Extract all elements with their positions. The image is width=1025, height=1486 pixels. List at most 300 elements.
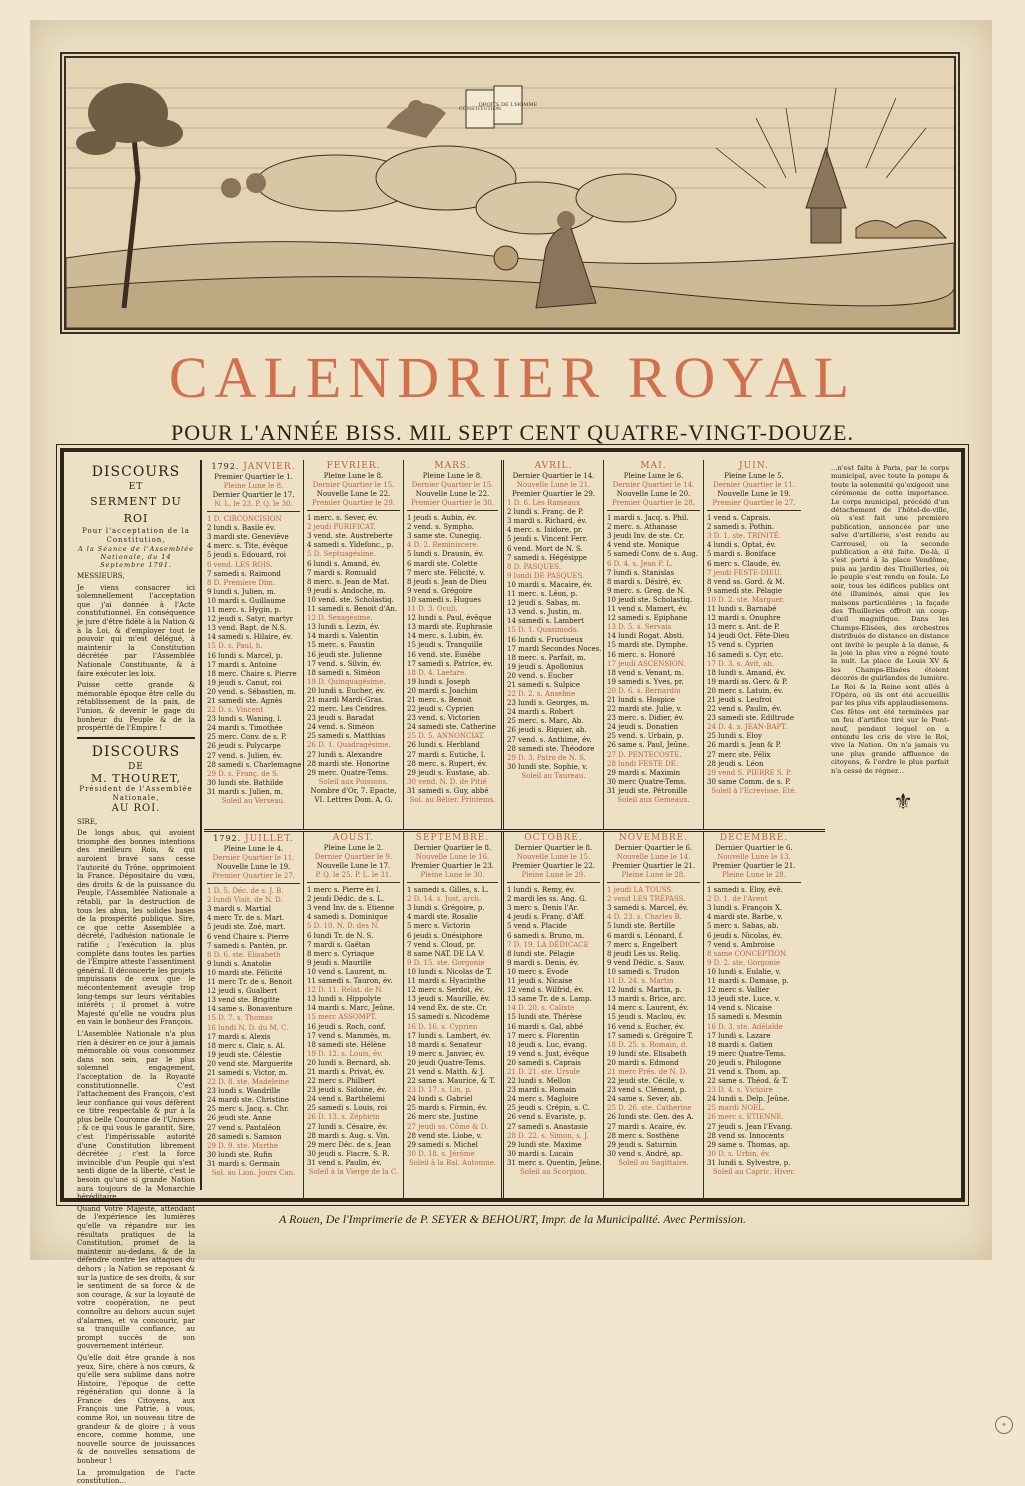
day-row: 5 merc s. Victorin — [407, 922, 471, 931]
day-row: 13 mardi s. Brice, arc. — [607, 995, 687, 1004]
day-row: 9 vend s. Grégoire — [407, 586, 473, 595]
day-row: 16 lundi s. Marcel, p. — [207, 651, 283, 660]
day-row: 27 lundi s. Alexandre — [307, 750, 383, 759]
day-row: 19 jeudi s. Apollonius — [507, 662, 584, 671]
day-row: 16 vend. ste. Eusèbe — [407, 650, 481, 659]
day-row: 9 jeudi s. Andoche, m. — [307, 586, 386, 595]
month-name — [207, 834, 300, 844]
moon-phase: Premier Quartier le 21. — [611, 862, 696, 871]
year-label: 1792. — [211, 462, 240, 471]
moon-phase: Nouvelle Lune le 17. — [316, 862, 391, 871]
day-row: 15 mardi ste. Dymphe. — [607, 641, 688, 650]
day-row: 26 jeudi s. Riquier, ab. — [507, 726, 587, 735]
moon-phase: Nouvelle Lune le 22. — [415, 490, 490, 499]
day-row: 7 lundi s. Stanislas — [607, 568, 675, 577]
day-row: 8 D. PASQUES. — [507, 562, 561, 571]
day-row: 28 samedi s. Samson — [207, 1132, 282, 1141]
day-row: 8 mardi s. Désiré, év. — [607, 577, 682, 586]
day-row: 10 samedi s. Hugues — [407, 595, 482, 604]
day-row: 3 D. 1. ste. TRINITÉ. — [707, 532, 781, 541]
day-row: 18 vend s. Venant, m. — [607, 668, 684, 677]
day-row: 26 jeudi s. Polycarpe — [207, 742, 281, 751]
day-row: 20 lundi s. Bernard, ab. — [307, 1058, 391, 1067]
day-row: 27 vend. s. Julien, év. — [207, 751, 283, 760]
day-row: 2 lundi Visit. de N. D. — [207, 896, 283, 905]
day-row: 6 merc s. Claude, év. — [707, 559, 781, 568]
day-row: 5 mardi s. Boniface — [707, 550, 776, 559]
day-row: 24 vend s. Barthélemi — [307, 1095, 385, 1104]
day-row: 9 merc. s. Greg. de N. — [607, 586, 685, 595]
day-row: 25 merc. s. Marc, Ab. — [507, 717, 584, 726]
day-row: 22 lundi s. Mellon — [507, 1077, 571, 1086]
day-row: 28 samedi s. Charlemagne — [207, 760, 302, 769]
day-row: 22 same s. Théod. & T. — [707, 1077, 788, 1086]
day-row: 30 D. s. Urbin, év. — [707, 1149, 771, 1158]
day-row: 26 merc ste. Justine — [407, 1113, 479, 1122]
moon-phase: Dernier Quartier le 14. — [612, 481, 695, 490]
month-label: MAI. — [640, 461, 667, 471]
day-row: 4 vend ste. Monique — [607, 541, 680, 550]
moon-phase: Premier Quartier le 28. — [607, 499, 700, 511]
day-row: 26 lundi ste. Gen. des A. — [607, 1113, 694, 1122]
zodiac-note: Soleil au Taureau. — [521, 771, 586, 780]
day-row: 10 jeudi ste. Scholastiq. — [607, 595, 693, 604]
day-row: 22 D. 2. s. Anselme — [507, 690, 576, 699]
day-row: 17 mardi Secondes Noces. — [507, 644, 602, 653]
day-row: 25 merc. Conv. de s. P. — [207, 733, 287, 742]
constitution-book-label: CONSTITUTION — [458, 106, 502, 112]
month-label: AVRIL. — [534, 461, 573, 471]
day-row: 23 lundi s. Waning, l. — [207, 715, 282, 724]
day-row: 14 same s. Bonaventure — [207, 1005, 293, 1014]
day-row: 24 samedi ste. Catherine — [407, 723, 496, 732]
day-row: 23 merc. s. Didier, év. — [607, 714, 684, 723]
day-row: 29 vend S. PIERRE S. P. — [707, 768, 792, 777]
moon-phase: Pleine Lune le 5. — [724, 472, 784, 481]
day-row: 1 D. 6. Les Rameaux — [507, 499, 581, 508]
zodiac-note: Soleil au Verseau. — [221, 797, 286, 805]
day-row: 16 jeudi ste. Julienne — [307, 650, 382, 659]
day-row: 29 same s. Thomas, ap. — [707, 1140, 791, 1149]
day-row: 21 merc. s. Benoit — [407, 695, 472, 704]
day-row: 26 D. 13. s. Zéphirin — [307, 1113, 380, 1122]
day-row: 2 vend LES TRÉPASS. — [607, 895, 686, 904]
day-row: 27 mardi s. Acaire, év. — [607, 1122, 687, 1131]
day-row: 23 lundi s. Wandrille — [207, 1087, 281, 1096]
day-row: 11 mardi s. Hyacinthe — [407, 977, 486, 986]
month-name — [307, 834, 400, 843]
day-row: 8 merc. s. Jean de Mat. — [307, 577, 390, 586]
day-row: 19 samedi s. Yves, pr. — [607, 677, 684, 686]
month-label: JANVIER. — [243, 462, 296, 472]
day-row: 12 merc s. Serdot, év. — [407, 986, 485, 995]
day-row: 14 vend Ex. de ste. Cr. — [407, 1004, 487, 1013]
month-label: JUIN. — [739, 461, 769, 471]
day-row: 23 jeudi s. Sidoine, év. — [307, 1086, 387, 1095]
day-row: 5 D. 10. N. D. des N. — [307, 922, 380, 931]
moon-phase: Premier Quartier le 30. — [407, 499, 498, 511]
day-row: 5 vend s. Placide — [507, 922, 567, 931]
day-row: 9 jeudi s. Maurille — [307, 958, 372, 967]
day-row: 13 vend ste. Brigitte — [207, 996, 280, 1005]
day-row: 23 D. 4. s. Victoire — [707, 1086, 773, 1095]
day-row: 21 merc Prés. de N. D. — [607, 1067, 688, 1076]
day-row: 19 jeudi ste. Célestie — [207, 1050, 282, 1059]
day-row: 11 D. 3. Oculi. — [407, 605, 458, 614]
day-row: 21 vend s. Matth. & J. — [407, 1067, 485, 1076]
month-aoust — [304, 832, 404, 1201]
day-row: 7 vend s. Cloud, pr. — [407, 940, 476, 949]
day-row: 1 samedi s. Eloy, évê. — [707, 886, 783, 895]
day-row: 24 lundi s. Delp. Jeûne. — [707, 1095, 790, 1104]
day-row: 16 lundi s. Fructueux — [507, 635, 583, 644]
day-row: 28 lundi FESTE DE. — [607, 759, 679, 768]
second-discourse-de: DE — [128, 761, 144, 772]
day-row: 25 D. 5. ANNONCIAT. — [407, 732, 485, 741]
salutation-messieurs: MESSIEURS, — [77, 572, 125, 580]
day-row: 3 mardi s. Richard, év. — [507, 517, 587, 526]
moon-phase: Nouvelle Lune le 21. — [516, 481, 591, 490]
day-row: 1 samedi s. Gilles, s. L. — [407, 886, 489, 895]
moon-phase: Premier Quartier le 27. — [207, 872, 300, 884]
day-row: 8 jeudi Les ss. Reliq. — [607, 949, 681, 958]
day-row: 12 jeudi s. Satyr, martyr — [207, 615, 293, 624]
month-name — [407, 834, 498, 843]
moon-phase: Dernier Quartier le 8. — [514, 844, 593, 853]
day-row: 2 merc. s. Athanase — [607, 523, 678, 532]
day-row: 3 jeudi Inv. de ste. Cr. — [607, 532, 685, 541]
discourse-et: ET — [128, 482, 144, 492]
day-row: 23 vend. s. Victorien — [407, 714, 481, 723]
moon-phase: Premier Quartier le 29. — [511, 490, 596, 499]
month-name — [707, 462, 801, 471]
day-row: 30 vend. N. D. de Pitié — [407, 777, 487, 786]
day-row: 26 same s. Paul, Jeûne. — [607, 741, 690, 750]
day-row: 6 jeudi s. Onésiphore — [407, 931, 483, 940]
day-row: 6 lundi Tr. de N. S. — [307, 931, 374, 940]
zodiac-note: Soleil à la Vierge de la C. — [308, 1168, 399, 1176]
month-octobre — [504, 832, 604, 1201]
day-row: 25 vend. s. Urbain, p. — [607, 732, 684, 741]
day-row: 5 D. Septuagésime. — [307, 550, 376, 559]
moon-phase: Dernier Quartier le 11. — [713, 481, 795, 490]
day-row: 18 D. 25. s. Romain, d. — [607, 1040, 688, 1049]
day-row: 22 vend s. Paulin, év. — [707, 705, 782, 714]
day-row: 25 mardi s. Firmin, év. — [407, 1104, 488, 1113]
day-row: 14 merc s. Laurent, év. — [607, 1004, 689, 1013]
day-row: 4 samedi s. Dominique — [307, 913, 388, 922]
day-row: 24 jeudi s. Donatien — [607, 723, 679, 732]
moon-phase: Nouvelle Lune le 16. — [415, 853, 490, 862]
moon-phase: Nouvelle Lune le 19. — [216, 863, 291, 872]
day-row: 28 vend ste. Liobe, v. — [407, 1131, 482, 1140]
month-septembre — [404, 832, 504, 1201]
day-row: 12 D. Sexagésime. — [307, 614, 373, 623]
day-row: 18 merc s. Clair, s. Al. — [207, 1041, 286, 1050]
day-row: 8 same CONCEPTION. — [707, 949, 788, 958]
month-juillet — [204, 832, 304, 1201]
day-row: 16 vend s. Eucher, év. — [607, 1022, 685, 1031]
day-row: 21 samedi ste. Agnès — [207, 696, 283, 705]
day-row: 21 mardi Mardi-Gras. — [307, 695, 384, 704]
day-row: 22 jeudi s. Cyprien — [407, 705, 474, 714]
month-novembre — [604, 832, 704, 1201]
day-row: 16 mardi s. Gal, abbé — [507, 1022, 584, 1031]
day-row: 23 samedi ste. Ediltrude — [707, 714, 794, 723]
day-row: 19 D. Quinquagésime. — [307, 677, 386, 686]
rights-book-label: DROITS DE L'HOMME — [478, 102, 538, 108]
day-row: 14 mardi s. Marc, Jeûne. — [307, 1004, 395, 1013]
seance-date: A la Séance de l'Assemblée Nationale, du 14 Septembre 1791. — [78, 545, 194, 569]
month-juin — [704, 460, 804, 829]
day-row: 17 mardi s. Alexis — [207, 1032, 271, 1041]
day-row: 5 lundi s. Drausin, év. — [407, 550, 484, 559]
day-row: 27 vend s. Pantaléon — [207, 1123, 281, 1132]
thouret-speech-paragraph-4: Qu'elle doit être grande à nos yeux, Sire, chère à nos cœurs, & qu'elle sera sublime dans notre Histoire, l'époque de cette régénération qui donne à la France des Citoyens, aux François une Patrie, à vous, comme Roi, un nouveau titre de grandeur & de gloire ; à vous encore, comme homme, une nouvelle source de jouissances & de nouvelles sensations de bonheur ! — [77, 1353, 195, 1466]
day-row: 11 samedi s. Tauron, év. — [307, 977, 393, 986]
day-row: 6 vend. LES ROIS. — [207, 560, 273, 569]
day-row: 7 D. 19. LA DÉDICACE — [507, 940, 589, 949]
thouret-speech-paragraph-1: De longs abus, qui avoient triomphé des bonnes intentions des meilleurs Rois, & qui auroient bravé sans cesse l'autorité du Trône, opprimoient la France. Dépositaire du vœu, des droits & de la puissance du Peuple, l'Assemblée Nationale a rétabli, par la destruction de tous les abus, les solides bases de la prospérité publique. Sire, ce que cette Assemblée a décrété, l'adhésion nationale le ratifie ; l'exécution la plus complète dans toutes les parties de l'Empire atteste l'assentiment général. Il déconcerte les projets impuissans de ceux que le mécontentement aveugle trop long-temps sur leurs véritables intérêts ; il promet à votre Majesté qu'elle ne voudra plus en vain le bonheur des François. — [77, 829, 195, 1027]
month-decembre — [704, 832, 804, 1201]
day-row: 16 merc. s. Honoré — [607, 650, 676, 659]
day-row: 7 vend s. Ambroise — [707, 940, 775, 949]
day-row: 2 lundi s. Franç. de P. — [507, 508, 584, 517]
day-row: 29 samedi s. Michel — [407, 1140, 478, 1149]
king-speech-paragraph-2: Puisse cette grande & mémorable époque être celle du rétablissement de la paix, de l'union, & devenir le gage du bonheur du Peuple & de la prospérité de l'Empire ! — [77, 681, 195, 733]
day-row: 1 lundi s. Remy, év. — [507, 886, 575, 895]
day-row: 13 jeudi ste. Luce, v. — [707, 995, 780, 1004]
left-discourse-column — [72, 460, 202, 1486]
day-row: 27 D. PENTECOSTE. — [607, 750, 682, 759]
thouret-speech-paragraph-2: L'Assemblée Nationale n'a plus rien à désirer en ce jour à jamais mémorable où vous consommez dans son sein, par le plus solemnel engagement, l'acceptation de la Royauté constitutionnelle. C'est l'attachement des François, c'est leur confiance qui vous défèrent ce titre respectable & pur à la plus belle Couronne de l'Univers ; & ce qui vous le garantit, Sire, c'est l'impérissable autorité d'une Constitution librement décrétée ; c'est la force invincible d'un Peuple qui s'est senti digne de la liberté, c'est le besoin qu'une si grande Nation aura toujours de la Monarchie héréditaire. — [77, 1029, 195, 1202]
day-row: 2 jeudi Dédic. de s. L. — [307, 895, 385, 904]
day-row: 29 D. s. Franç. de S. — [207, 769, 279, 778]
day-row: 25 lundi s. Eloy — [707, 732, 762, 741]
second-discourse-heading: DISCOURS — [77, 737, 195, 761]
day-row: 8 merc s. Cyriaque — [307, 949, 375, 958]
day-row: 2 D. 14. s. Just, arch. — [407, 895, 482, 904]
day-row: 24 mardi ste. Christine — [207, 1096, 289, 1105]
day-row: 28 D. 22. s. Simon, s. J. — [507, 1131, 589, 1140]
day-row: 20 jeudi Quatre-Tems. — [407, 1058, 486, 1067]
day-row: 9 lundi DE PASQUES. — [507, 571, 585, 580]
day-row: 4 merc. s. Tite, évêque — [207, 542, 288, 551]
day-row: 31 lundi s. Sylvestre, p. — [707, 1158, 791, 1167]
day-row: 19 lundi ste. Elisabeth — [607, 1049, 687, 1058]
day-row: 26 mardi s. Jean & P. — [707, 741, 782, 750]
day-row: 17 samedi s. Grégoire T. — [607, 1031, 694, 1040]
day-row: 30 vend s. André, ap. — [607, 1149, 683, 1158]
day-row: 9 D. 2. ste. Gorgonie — [707, 958, 781, 967]
day-row: 26 lundi s. Herbland — [407, 741, 480, 750]
day-row: 1 vend s. Caprais. — [707, 514, 771, 523]
month-label: JUILLET. — [244, 834, 294, 844]
day-row: 23 D. 17. s. Lin, p. — [407, 1086, 472, 1095]
day-row: 17 merc s. Florentin — [507, 1031, 580, 1040]
day-row: 7 merc ste. Félicité, v. — [407, 568, 485, 577]
day-row: 15 lundi ste. Thérèse — [507, 1013, 582, 1022]
day-row: 15 D. s. Paul, h. — [207, 642, 263, 651]
day-row: 24 lundi s. Gabriel — [407, 1095, 473, 1104]
day-row: 19 vend s. Just, évêque — [507, 1049, 590, 1058]
moon-phase: Nouvelle Lune le 14. — [616, 853, 691, 862]
day-row: 31 mardi s. Germain — [207, 1159, 280, 1168]
day-row: 29 merc Déc. de s. Jean — [307, 1140, 392, 1149]
day-row: 11 jeudi s. Nicaise — [507, 977, 573, 986]
day-row: 1 merc. s. Sever, év. — [307, 514, 378, 523]
day-row: 20 vend ste. Marguerite — [207, 1059, 293, 1068]
zodiac-note: Soleil au Sagittaire. — [618, 1158, 689, 1167]
library-stamp-icon: ⊛ — [995, 1416, 1013, 1434]
moon-phase: Dernier Quartier le 6. — [614, 844, 693, 853]
day-row: 1 mardi s. Jacq. s. Phil. — [607, 514, 689, 523]
day-row: 4 mardi ste. Barbe, v. — [707, 913, 783, 922]
day-row: 4 mardi ste. Rosalie — [407, 913, 478, 922]
day-row: 20 merc s. Latuin, év. — [707, 686, 784, 695]
day-row: 7 samedi s. Hégésippe — [507, 553, 588, 562]
day-row: 3 samedi s. Marcel, év. — [607, 904, 689, 913]
day-row: 17 vend s. Mammès, m. — [307, 1031, 392, 1040]
moon-phase: Premier Quartier le 1. — [214, 473, 293, 482]
day-row: 28 merc. s. Rupert, év. — [407, 759, 488, 768]
day-row: 27 merc ste. Félix — [707, 750, 771, 759]
moon-phase: P. Q. le 25. P. L. le 31. — [307, 871, 400, 883]
moon-phase: Pleine Lune le 28. — [707, 871, 801, 883]
day-row: 24 D. 4. s. JEAN-BAPT. — [707, 723, 788, 732]
day-row: 28 vend ss. Innocents — [707, 1131, 785, 1140]
day-row: 22 jeudi ste. Cécile, v. — [607, 1077, 685, 1086]
day-row: 30 merc Quatre-Tems. — [607, 777, 686, 786]
day-row: 27 vend. s. Anthime, év. — [507, 735, 592, 744]
day-row: 14 jeudi Oct. Fête-Dieu — [707, 632, 790, 641]
day-row: 10 D. 2. ste. Marguer. — [707, 595, 785, 604]
moon-phase: Dernier Quartier le 15. — [312, 481, 395, 490]
day-row: 16 D. 16. s. Cyprien — [407, 1022, 478, 1031]
day-row: 20 vend. s. Sébastien, m. — [207, 687, 296, 696]
day-row: 3 vend Inv. de s. Etienne — [307, 904, 395, 913]
moon-phase: Dernier Quartier le 11. — [212, 854, 295, 863]
day-row: 4 jeudi s. Franç. d'Aff. — [507, 913, 586, 922]
day-row: 8 vend ss. Gord. & M. — [707, 577, 785, 586]
moon-phase: Nouvelle Lune le 13. — [717, 853, 791, 862]
day-row: 14 lundi Rogat. Absti. — [607, 632, 685, 641]
day-row: 10 lundi s. Eulalie, v. — [707, 967, 781, 976]
day-row: 5 jeudi s. Edouard, roi — [207, 551, 287, 560]
day-row: 12 vend s. Wilfrid, év. — [507, 986, 584, 995]
year-label: 1792. — [213, 834, 242, 843]
moon-phase: Premier Quartier le 22. — [511, 862, 596, 871]
day-row: 17 vend. s. Silvin, év. — [307, 659, 382, 668]
day-row: 14 samedi s. Lambert — [507, 617, 584, 626]
zodiac-note: Soleil aux Gemeaux. — [617, 796, 690, 804]
thouret-speech-paragraph-5: La promulgation de l'acte constitution... — [77, 1468, 195, 1486]
day-row: 11 D. 24. s. Martin — [607, 977, 674, 986]
day-row: 10 lundi s. Nicolas de T. — [407, 967, 492, 976]
day-row: 25 merc s. Jacq. s. Chr. — [207, 1105, 289, 1114]
day-row: 3 same ste. Cunegiq. — [407, 532, 482, 541]
day-row: 5 jeudi s. Vincent Ferr. — [507, 535, 588, 544]
day-row: 22 D. 8. ste. Madeleine — [207, 1078, 290, 1087]
king-speech-paragraph-1: Je viens consacrer ici solemnellement l'acceptation que j'ai donnée à l'Acte constitutionnel. En conséquence je jure d'être fidèle à la Nation & à la Loi, & d'employer tout le pouvoir qui m'est délégué, à maintenir la Constitution décrétée par l'Assemblée Nationale Constituante, & à faire exécuter les loix. — [77, 583, 195, 678]
day-row: 19 D. 12. s. Louis, év. — [307, 1049, 383, 1058]
day-row: 14 samedi s. Hilaire, év. — [207, 633, 293, 642]
day-row: 13 vend. s. Justin, m. — [507, 608, 582, 617]
day-row: 30 lundi ste. Sophie, v. — [507, 762, 588, 771]
thouret-name: M. THOURET, — [90, 771, 181, 785]
day-row: 2 jeudi PURIFICAT. — [307, 523, 376, 532]
day-row: 15 D. 7. s. Thomas — [207, 1014, 273, 1023]
day-row: 3 vend. ste. Austreberte — [307, 532, 393, 541]
day-row: 6 mardi ste. Colette — [407, 559, 478, 568]
day-row: 27 lundi s. Césaire, év. — [307, 1122, 388, 1131]
moon-phase: Pleine Lune le 8. — [323, 472, 384, 481]
day-row: 7 samedi s. Pantèn, pr. — [207, 941, 288, 950]
day-row: 29 D. 9. ste. Marthe — [207, 1141, 278, 1150]
month-name — [607, 834, 700, 843]
day-row: 29 jeudi s. Saturnin — [607, 1140, 677, 1149]
day-row: 27 jeudi s. Jean l'Evang. — [707, 1122, 793, 1131]
day-row: 3 merc s. Denis l'Ar. — [507, 904, 579, 913]
day-row: 19 jeudi s. Canut, roi — [207, 678, 282, 687]
day-row: 18 mardi s. Gatien — [707, 1040, 773, 1049]
moon-phase: Nouvelle Lune le 20. — [616, 490, 691, 499]
day-row: 11 samedi s. Benoit d'An. — [307, 605, 398, 614]
calendar-subtitle: POUR L'ANNÉE BISS. MIL SEPT CENT QUATRE-VINGT-DOUZE. — [171, 420, 854, 445]
day-row: 9 vend Dédic. s. Sauv. — [607, 958, 685, 967]
day-row: 27 jeudi ss. Côme & D. — [407, 1122, 489, 1131]
month-label: OCTOBRE. — [524, 833, 583, 843]
month-label: AOUST. — [332, 833, 375, 843]
day-row: 5 samedi Conv. de s. Aug. — [607, 550, 698, 559]
day-row: 13 vend. Bapt. de N.S. — [207, 624, 287, 633]
month-janvier — [204, 460, 304, 829]
day-row: 15 samedi s. Mesmin — [707, 1013, 782, 1022]
day-row: 11 merc Tr. de s. Benoit — [207, 978, 293, 987]
day-row: 18 samedi s. Siméon — [307, 668, 381, 677]
day-row: 10 mardi s. Macaire, év. — [507, 580, 593, 589]
day-row: 15 merc ASSOMPT. — [307, 1013, 377, 1022]
day-row: 12 jeudi s. Sabas, m. — [507, 599, 581, 608]
day-row: 12 mardi s. Onuphre — [707, 614, 781, 623]
day-row: 22 merc s. Philbert — [307, 1077, 375, 1086]
day-row: 28 samedi ste. Théodore — [507, 744, 595, 753]
day-row: 23 vend s. Clément, p. — [607, 1086, 687, 1095]
right-text-column: ...n'est faite à Paris, par le corps municipal, avec toute la pompe & toute la solemnité qu'exigeoit une cérémonie de cette importance. Le corps municipal, précédé d'un détachement de l'hôtel-de-ville, où s'est fait une première publication, annoncée par une salve d'artillerie, s'est rendu au Carrousel, où la seconde publication a été faite. De-là, il s'est porté à la place Vendôme, puis au jardin des Thuilleries, où le peuple s'est rendu en foule. Le soir, tous les édifices publics ont été illuminés, ainsi que les maisons particulières ; la façade des Thuilleries offroit un coup-d'œil magnifique. Dans les Champs-Elisées, des orchestres distribués de distance en distance ont invité le peuple à la danse, & la joie la plus vive a régné toute la nuit. La place de Louis XV & les Champs-Elisées étoient décorés de guirlandes de lumière. Le Roi & la Reine sont allés à l'Opéra, où ils ont été accueillis par les plus vifs applaudissemens. Ces fêtes ont été terminées par un feu d'artifice tiré sur le Pont-neuf, pendant lequel on a entendu les cris de vive le Roi, vive la Nation. On n'a jamais vu une plus grande affluence de citoyens, & l'ordre le plus parfait n'a cessé de régner... — [831, 464, 949, 775]
day-row: 23 mardi s. Romain — [507, 1086, 577, 1095]
moon-phase: Pleine Lune le 28. — [607, 871, 700, 883]
day-row: 11 vend s. Mamert, év. — [607, 605, 688, 614]
day-row: 19 mardi ss. Gerv. & P. — [707, 677, 788, 686]
day-row: 12 lundi s. Paul, évêque — [407, 614, 492, 623]
day-row: 14 merc. s. Lubin, év. — [407, 632, 483, 641]
day-row: 16 jeudi s. Roch, conf. — [307, 1022, 386, 1031]
day-row: 18 lundi s. Amand, év. — [707, 668, 786, 677]
day-row: 26 merc s. ETIENNE. — [707, 1113, 784, 1122]
moon-phase: N. L. le 23. P. Q. le 30. — [207, 500, 300, 512]
day-row: 31 samedi s. Guy, abbé — [407, 786, 489, 795]
day-row: 12 lundi s. Martin, p. — [607, 986, 682, 995]
day-row: 17 samedi s. Patrice, év. — [407, 659, 493, 668]
day-row: 24 mardi s. Robert — [507, 708, 574, 717]
day-row: 31 merc s. Quentin, Jeûne. — [507, 1158, 602, 1167]
day-row: 1 jeudi s. Aubin, év. — [407, 514, 477, 523]
day-row: 13 D. 5. s. Servais — [607, 623, 672, 632]
day-row: 16 lundi N. D. du M. C. — [207, 1023, 289, 1032]
day-row: 7 merc s. Engelbert — [607, 940, 678, 949]
day-row: 9 samedi ste. Pélagie — [707, 586, 782, 595]
day-row: 21 jeudi s. Leufroi — [707, 695, 772, 704]
